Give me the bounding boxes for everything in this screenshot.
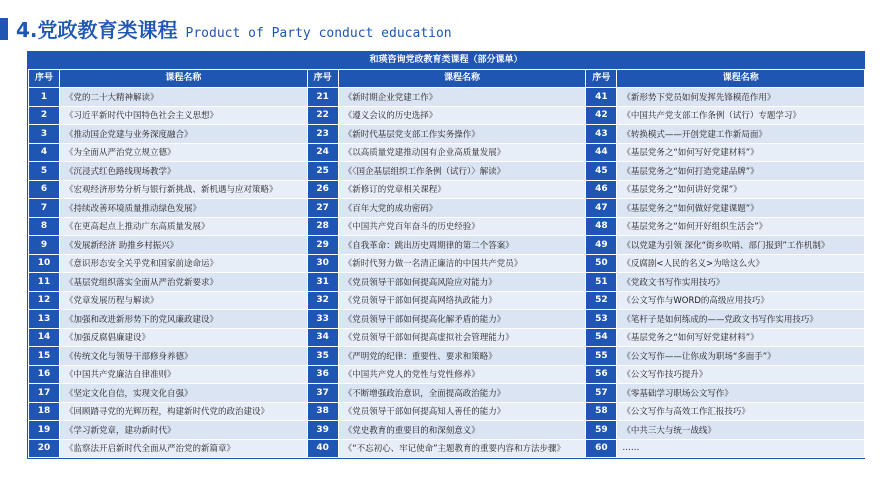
course-name-cell: 《党的二十大精神解读》 bbox=[60, 88, 308, 107]
course-name-cell: 《以高质量党建推动国有企业高质量发展》 bbox=[338, 143, 586, 162]
table-row bbox=[29, 291, 865, 310]
table-row bbox=[29, 236, 865, 255]
course-index-cell: 43 bbox=[586, 125, 617, 144]
course-name-cell: 《意识形态安全关乎党和国家前途命运》 bbox=[60, 254, 308, 273]
course-name-cell: 《转换模式——开创党建工作新局面》 bbox=[617, 125, 865, 144]
course-name-cell: 《基层党务之“如何写好党建材料”》 bbox=[617, 143, 865, 162]
course-index-cell: 23 bbox=[307, 125, 338, 144]
course-name-cell: 《推动国企党建与业务深度融合》 bbox=[60, 125, 308, 144]
course-index-cell: 22 bbox=[307, 106, 338, 125]
course-index-cell: 31 bbox=[307, 273, 338, 292]
course-name-cell: 《在更高起点上推动广东高质量发展》 bbox=[60, 217, 308, 236]
course-name-cell: 《新修订的党章相关课程》 bbox=[338, 180, 586, 199]
course-name-cell: 《中国共产党人的党性与党性修养》 bbox=[338, 365, 586, 384]
page-subtitle: Product of Party conduct education bbox=[185, 26, 452, 41]
table-caption: 和瑛咨询党政教育类课程（部分课单） bbox=[28, 52, 864, 69]
table-row bbox=[29, 310, 865, 329]
course-index-cell: 1 bbox=[29, 88, 60, 107]
course-index-cell: 58 bbox=[586, 402, 617, 421]
course-name-cell: 《党员领导干部如何提高风险应对能力》 bbox=[338, 273, 586, 292]
course-name-cell: 《党员领导干部如何提高化解矛盾的能力》 bbox=[338, 310, 586, 329]
table-row bbox=[29, 106, 865, 125]
course-index-cell: 39 bbox=[307, 421, 338, 440]
course-index-cell: 3 bbox=[29, 125, 60, 144]
course-name-cell: 《公文写作与WORD的高级应用技巧》 bbox=[617, 291, 865, 310]
course-name-cell: 《自我革命：跳出历史周期律的第二个答案》 bbox=[338, 236, 586, 255]
table-row bbox=[29, 402, 865, 421]
table-row bbox=[29, 328, 865, 347]
course-name-cell: 《〈国企基层组织工作条例（试行）〉解读》 bbox=[338, 162, 586, 181]
course-table bbox=[27, 51, 865, 459]
course-index-cell: 20 bbox=[29, 439, 60, 458]
course-index-cell: 14 bbox=[29, 328, 60, 347]
course-name-cell: 《新时代基层党支部工作实务操作》 bbox=[338, 125, 586, 144]
course-index-cell: 42 bbox=[586, 106, 617, 125]
header-index-3: 序号 bbox=[586, 70, 617, 88]
header-course-name-1: 课程名称 bbox=[60, 70, 308, 88]
course-index-cell: 13 bbox=[29, 310, 60, 329]
course-name-cell: 《加强反腐倡廉建设》 bbox=[60, 328, 308, 347]
course-name-cell: 《中国共产党支部工作条例（试行）专题学习》 bbox=[617, 106, 865, 125]
course-name-cell: 《加强和改进新形势下的党风廉政建设》 bbox=[60, 310, 308, 329]
course-index-cell: 9 bbox=[29, 236, 60, 255]
course-index-cell: 44 bbox=[586, 143, 617, 162]
course-index-cell: 52 bbox=[586, 291, 617, 310]
table-row bbox=[29, 162, 865, 181]
course-name-cell: 《宏观经济形势分析与银行新挑战、新机遇与应对策略》 bbox=[60, 180, 308, 199]
course-name-cell: 《“不忘初心、牢记使命”主题教育的重要内容和方法步骤》 bbox=[338, 439, 586, 458]
course-index-cell: 2 bbox=[29, 106, 60, 125]
course-name-cell: 《反腐剧<人民的名义>为啥这么火》 bbox=[617, 254, 865, 273]
course-name-cell: 《公文写作——让你成为职场“多面手”》 bbox=[617, 347, 865, 366]
course-name-cell: 《不断增强政治意识，全面提高政治能力》 bbox=[338, 384, 586, 403]
course-index-cell: 60 bbox=[586, 439, 617, 458]
course-index-cell: 54 bbox=[586, 328, 617, 347]
table-body bbox=[29, 88, 865, 458]
course-index-cell: 15 bbox=[29, 347, 60, 366]
course-index-cell: 59 bbox=[586, 421, 617, 440]
course-name-cell: 《监察法开启新时代全面从严治党的新篇章》 bbox=[60, 439, 308, 458]
course-name-cell: 《零基础学习职场公文写作》 bbox=[617, 384, 865, 403]
course-name-cell: 《习近平新时代中国特色社会主义思想》 bbox=[60, 106, 308, 125]
course-grid bbox=[28, 69, 865, 458]
course-index-cell: 47 bbox=[586, 199, 617, 218]
course-index-cell: 40 bbox=[307, 439, 338, 458]
course-index-cell: 33 bbox=[307, 310, 338, 329]
table-header-row bbox=[29, 70, 865, 88]
course-index-cell: 51 bbox=[586, 273, 617, 292]
title-accent-bar bbox=[0, 18, 8, 40]
page-title: 4.党政教育类课程 bbox=[16, 18, 178, 42]
course-index-cell: 25 bbox=[307, 162, 338, 181]
course-name-cell: 《基层党务之“如何开好组织生活会”》 bbox=[617, 217, 865, 236]
course-name-cell: 《党史教育的重要目的和深刻意义》 bbox=[338, 421, 586, 440]
course-index-cell: 10 bbox=[29, 254, 60, 273]
course-name-cell: …… bbox=[617, 439, 865, 458]
course-index-cell: 55 bbox=[586, 347, 617, 366]
course-name-cell: 《传统文化与领导干部修身养德》 bbox=[60, 347, 308, 366]
table-row bbox=[29, 384, 865, 403]
course-index-cell: 26 bbox=[307, 180, 338, 199]
course-index-cell: 50 bbox=[586, 254, 617, 273]
course-name-cell: 《新时期企业党建工作》 bbox=[338, 88, 586, 107]
table-row bbox=[29, 199, 865, 218]
course-index-cell: 18 bbox=[29, 402, 60, 421]
course-name-cell: 《公文写作技巧提升》 bbox=[617, 365, 865, 384]
course-name-cell: 《新时代努力做一名清正廉洁的中国共产党员》 bbox=[338, 254, 586, 273]
course-index-cell: 24 bbox=[307, 143, 338, 162]
course-name-cell: 《为全面从严治党立规立德》 bbox=[60, 143, 308, 162]
course-name-cell: 《发展新经济 助推乡村振兴》 bbox=[60, 236, 308, 255]
header-course-name-3: 课程名称 bbox=[617, 70, 865, 88]
table-row bbox=[29, 273, 865, 292]
course-index-cell: 21 bbox=[307, 88, 338, 107]
course-index-cell: 17 bbox=[29, 384, 60, 403]
course-index-cell: 29 bbox=[307, 236, 338, 255]
course-index-cell: 57 bbox=[586, 384, 617, 403]
header-index-1: 序号 bbox=[29, 70, 60, 88]
table-row bbox=[29, 421, 865, 440]
table-row bbox=[29, 88, 865, 107]
table-row bbox=[29, 439, 865, 458]
course-index-cell: 6 bbox=[29, 180, 60, 199]
course-name-cell: 《新形势下党员如何发挥先锋模范作用》 bbox=[617, 88, 865, 107]
course-index-cell: 48 bbox=[586, 217, 617, 236]
table-row bbox=[29, 180, 865, 199]
course-name-cell: 《基层党务之“如何打造党建品牌”》 bbox=[617, 162, 865, 181]
table-row bbox=[29, 125, 865, 144]
course-index-cell: 19 bbox=[29, 421, 60, 440]
course-index-cell: 37 bbox=[307, 384, 338, 403]
table-row bbox=[29, 365, 865, 384]
course-name-cell: 《党员领导干部如何提高知人善任的能力》 bbox=[338, 402, 586, 421]
course-index-cell: 4 bbox=[29, 143, 60, 162]
course-index-cell: 28 bbox=[307, 217, 338, 236]
course-name-cell: 《学习新党章，建功新时代》 bbox=[60, 421, 308, 440]
course-index-cell: 36 bbox=[307, 365, 338, 384]
course-name-cell: 《中国共产党百年奋斗的历史经验》 bbox=[338, 217, 586, 236]
header-index-2: 序号 bbox=[307, 70, 338, 88]
course-index-cell: 45 bbox=[586, 162, 617, 181]
table-row bbox=[29, 217, 865, 236]
course-name-cell: 《回顾踏寻党的光辉历程，构建新时代党的政治建设》 bbox=[60, 402, 308, 421]
course-name-cell: 《基层党务之“如何做好党建课题”》 bbox=[617, 199, 865, 218]
course-name-cell: 《严明党的纪律：重要性、要求和策略》 bbox=[338, 347, 586, 366]
course-index-cell: 49 bbox=[586, 236, 617, 255]
course-index-cell: 16 bbox=[29, 365, 60, 384]
course-index-cell: 38 bbox=[307, 402, 338, 421]
course-name-cell: 《坚定文化自信，实现文化自强》 bbox=[60, 384, 308, 403]
course-index-cell: 7 bbox=[29, 199, 60, 218]
course-index-cell: 32 bbox=[307, 291, 338, 310]
course-index-cell: 30 bbox=[307, 254, 338, 273]
course-name-cell: 《遵义会议的历史选择》 bbox=[338, 106, 586, 125]
course-index-cell: 5 bbox=[29, 162, 60, 181]
course-name-cell: 《党员领导干部如何提高虚拟社会管理能力》 bbox=[338, 328, 586, 347]
course-name-cell: 《笔杆子是如何练成的——党政文书写作实用技巧》 bbox=[617, 310, 865, 329]
course-index-cell: 8 bbox=[29, 217, 60, 236]
course-name-cell: 《公文写作与高效工作汇报技巧》 bbox=[617, 402, 865, 421]
course-name-cell: 《基层党务之“如何写好党建材料”》 bbox=[617, 328, 865, 347]
course-name-cell: 《以党建为引领 深化“街乡吹哨、部门报到”工作机制》 bbox=[617, 236, 865, 255]
course-index-cell: 53 bbox=[586, 310, 617, 329]
course-name-cell: 《基层党组织落实全面从严治党新要求》 bbox=[60, 273, 308, 292]
course-name-cell: 《党章发展历程与解读》 bbox=[60, 291, 308, 310]
course-name-cell: 《百年大党的成功密码》 bbox=[338, 199, 586, 218]
course-index-cell: 35 bbox=[307, 347, 338, 366]
table-row bbox=[29, 143, 865, 162]
slide-title bbox=[16, 14, 452, 44]
course-index-cell: 46 bbox=[586, 180, 617, 199]
course-index-cell: 41 bbox=[586, 88, 617, 107]
table-row bbox=[29, 347, 865, 366]
course-index-cell: 12 bbox=[29, 291, 60, 310]
course-name-cell: 《持续改善环境质量推动绿色发展》 bbox=[60, 199, 308, 218]
course-name-cell: 《中共三大与统一战线》 bbox=[617, 421, 865, 440]
course-name-cell: 《中国共产党廉洁自律准则》 bbox=[60, 365, 308, 384]
course-index-cell: 27 bbox=[307, 199, 338, 218]
table-row bbox=[29, 254, 865, 273]
course-name-cell: 《党员领导干部如何提高网络执政能力》 bbox=[338, 291, 586, 310]
course-name-cell: 《基层党务之“如何讲好党课”》 bbox=[617, 180, 865, 199]
course-index-cell: 34 bbox=[307, 328, 338, 347]
course-index-cell: 56 bbox=[586, 365, 617, 384]
course-name-cell: 《党政文书写作实用技巧》 bbox=[617, 273, 865, 292]
course-index-cell: 11 bbox=[29, 273, 60, 292]
header-course-name-2: 课程名称 bbox=[338, 70, 586, 88]
course-name-cell: 《沉浸式红色路线现场教学》 bbox=[60, 162, 308, 181]
